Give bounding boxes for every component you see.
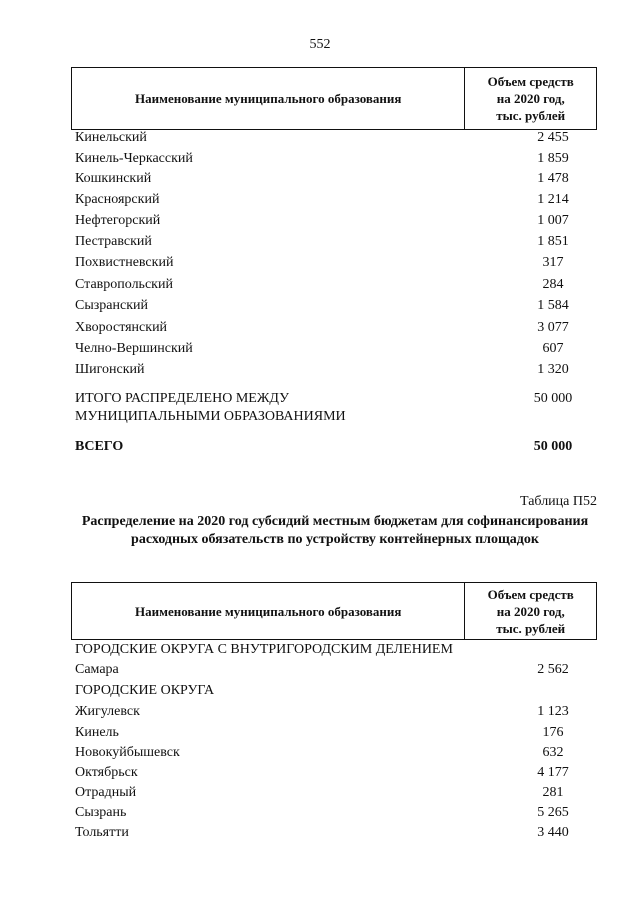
table-row xyxy=(75,764,605,782)
row-name: Ставропольский xyxy=(75,277,173,292)
column-header-amount xyxy=(465,583,597,640)
table-row xyxy=(75,233,605,251)
row-value: 3 077 xyxy=(537,320,569,335)
row-name: Челно-Вершинский xyxy=(75,341,193,356)
row-name: Кошкинский xyxy=(75,171,152,186)
row-name: Кинель xyxy=(75,725,119,740)
table-row xyxy=(75,340,605,358)
row-value: 1 123 xyxy=(537,704,569,719)
row-value: 607 xyxy=(542,341,564,356)
table-row xyxy=(75,784,605,802)
row-name: Кинель-Черкасский xyxy=(75,151,193,166)
row-value: 3 440 xyxy=(537,825,569,840)
row-value: 2 455 xyxy=(537,130,569,145)
row-name: Жигулевск xyxy=(75,704,140,719)
table-row xyxy=(75,212,605,230)
table-row xyxy=(75,319,605,337)
section-heading: ГОРОДСКИЕ ОКРУГА С ВНУТРИГОРОДСКИМ ДЕЛЕНИЕМ xyxy=(75,642,453,657)
row-value: 281 xyxy=(542,785,564,800)
column-header-amount xyxy=(465,68,597,130)
column-header-name: Наименование муниципального образования xyxy=(72,583,465,640)
table-row xyxy=(75,170,605,188)
row-value: 2 562 xyxy=(537,662,569,677)
column-header-amount-line3: тыс. рублей xyxy=(496,108,566,123)
row-name: Октябрьск xyxy=(75,765,138,780)
table-row xyxy=(75,744,605,762)
distributed-total-row xyxy=(75,390,605,430)
table-row xyxy=(75,276,605,294)
row-value: 1 320 xyxy=(537,362,569,377)
table-row xyxy=(75,824,605,842)
row-name: Кинельский xyxy=(75,130,147,145)
row-name: Новокуйбышевск xyxy=(75,745,180,760)
table1-header xyxy=(71,67,597,130)
row-value: 632 xyxy=(542,745,564,760)
table-row xyxy=(75,191,605,209)
row-name: Сызранский xyxy=(75,298,148,313)
distributed-total-label: ИТОГО РАСПРЕДЕЛЕНО МЕЖДУ МУНИЦИПАЛЬНЫМИ ОБРАЗОВАНИЯМИ xyxy=(75,391,346,424)
table-row xyxy=(75,804,605,822)
row-value: 1 584 xyxy=(537,298,569,313)
column-header-amount-line1: Объем средств xyxy=(487,586,574,602)
row-value: 1 859 xyxy=(537,151,569,166)
table-row xyxy=(75,703,605,721)
row-name: Самара xyxy=(75,662,119,677)
row-value: 4 177 xyxy=(537,765,569,780)
grand-total-label: ВСЕГО xyxy=(75,439,124,454)
column-header-amount-line1: Объем средств xyxy=(487,74,574,89)
table-row xyxy=(75,150,605,168)
grand-total-value: 50 000 xyxy=(533,439,573,454)
row-value: 1 007 xyxy=(537,213,569,228)
row-value: 317 xyxy=(542,255,564,270)
table-row xyxy=(75,661,605,679)
row-value: 1 851 xyxy=(537,234,569,249)
table-row xyxy=(75,361,605,379)
row-value: 1 214 xyxy=(537,192,569,207)
page-number: 552 xyxy=(309,37,331,52)
table-row xyxy=(75,724,605,742)
column-header-name: Наименование муниципального образования xyxy=(72,68,465,130)
row-name: Отрадный xyxy=(75,785,137,800)
table-row xyxy=(75,297,605,315)
row-name: Шигонский xyxy=(75,362,145,377)
column-header-amount-line2: на 2020 год, xyxy=(496,91,565,106)
row-name: Нефтегорский xyxy=(75,213,161,228)
table-title: Распределение на 2020 год субсидий местным бюджетам для софинансирования расходных обязательств по устройству контейнерных площадок xyxy=(81,514,589,547)
row-name: Красноярский xyxy=(75,192,160,207)
row-value: 176 xyxy=(542,725,564,740)
table-label: Таблица П52 xyxy=(520,494,597,509)
section-heading: ГОРОДСКИЕ ОКРУГА xyxy=(75,683,215,698)
table-row xyxy=(75,254,605,272)
row-name: Хворостянский xyxy=(75,320,168,335)
row-name: Тольятти xyxy=(75,825,129,840)
row-value: 1 478 xyxy=(537,171,569,186)
row-name: Похвистневский xyxy=(75,255,174,270)
distributed-total-value: 50 000 xyxy=(533,391,573,406)
column-header-amount-line3: тыс. рублей xyxy=(496,620,566,636)
row-value: 284 xyxy=(542,277,564,292)
grand-total-row xyxy=(75,438,605,456)
table2-header xyxy=(71,582,597,640)
row-name: Сызрань xyxy=(75,805,127,820)
row-name: Пестравский xyxy=(75,234,152,249)
table-row xyxy=(75,129,605,147)
row-value: 5 265 xyxy=(537,805,569,820)
column-header-amount-line2: на 2020 год, xyxy=(496,603,565,619)
